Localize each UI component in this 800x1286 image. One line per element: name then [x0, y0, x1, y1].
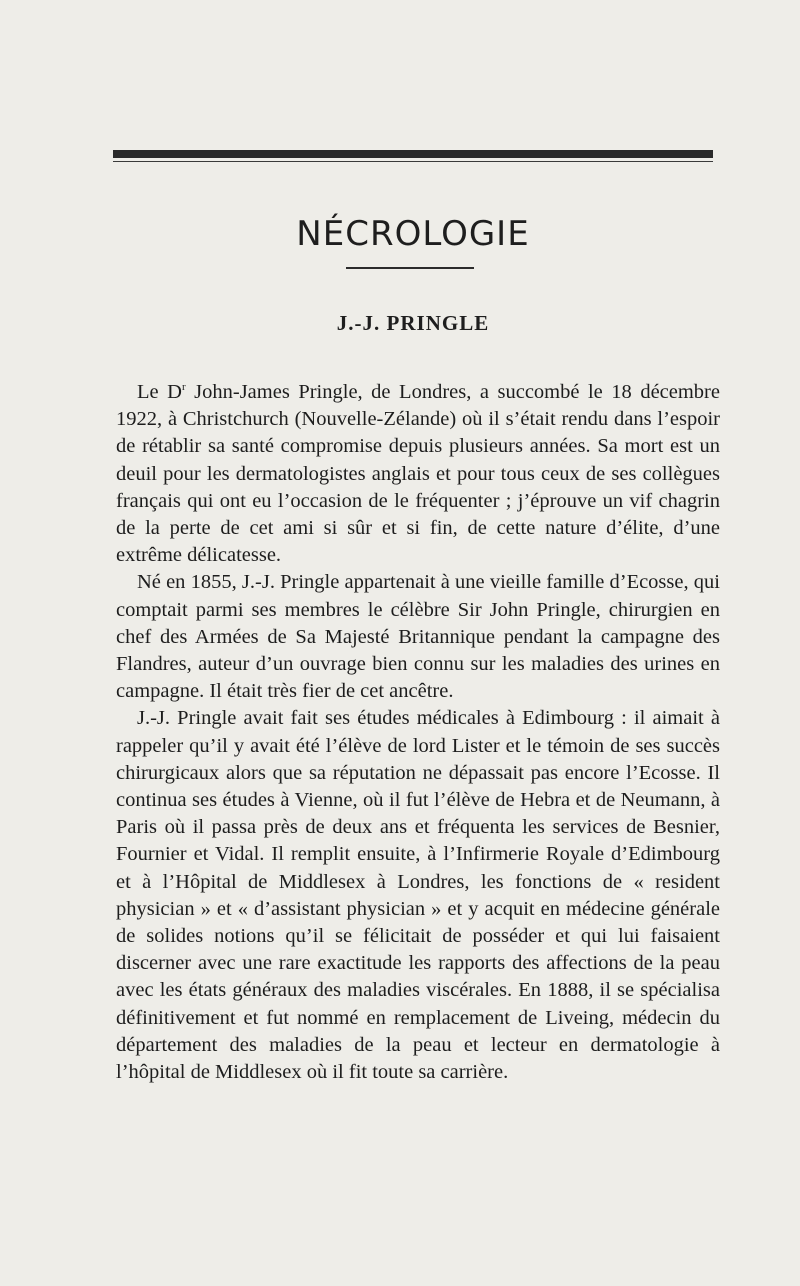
header-thick-rule: [113, 150, 713, 158]
paragraph-1-start: Le D: [137, 381, 182, 403]
article-body: [116, 379, 720, 1086]
section-title: NÉCROLOGIE: [296, 214, 530, 254]
paragraph-2: Né en 1855, J.-J. Pringle appartenait à une vieille famille d’Ecosse, qui comptait parmi ses membres le célèbre Sir John Pringle, chirurgien en chef des Armées de Sa Majesté Britannique pendant la campagne des Flandres, auteur d’un ouvrage bien connu sur les maladies des urines en campagne. Il était très fier de cet ancêtre.: [116, 571, 720, 703]
paragraph-1-rest: John-James Pringle, de Londres, a succombé le 18 décembre 1922, à Christchurch (Nouvelle-Zélande) où il s’était rendu dans l’espoir de rétablir sa santé compromise depuis plusieurs années. Sa mort est un deuil pour les dermatologistes anglais et pour tous ceux de ses collègues français qui ont eu l’occasion de le fréquenter ; j’éprouve un vif chagrin de la perte de cet ami si sûr et si fin, de cette nature d’élite, d’une extrême délicatesse.: [116, 381, 720, 567]
paragraph-1: [116, 379, 720, 569]
doctor-abbrev-superscript: r: [181, 381, 186, 394]
title-underline-rule: [346, 267, 474, 269]
article-title: J.-J. PRINGLE: [336, 311, 490, 335]
paragraph-3: J.-J. Pringle avait fait ses études médicales à Edimbourg : il aimait à rappeler qu’il y avait été l’élève de lord Lister et le témoin de ses succès chirurgicaux alors que sa réputation ne dépassait pas encore l’Ecosse. Il continua ses études à Vienne, où il fut l’élève de Hebra et de Neumann, à Paris où il passa près de deux ans et fréquenta les services de Besnier, Fournier et Vidal. Il remplit ensuite, à l’Infirmerie Royale d’Edimbourg et à l’Hôpital de Middlesex à Londres, les fonctions de « resident physician » et « d’assistant physician » et y acquit en médecine générale de solides notions qu’il se félicitait de posséder et qui lui faisaient discerner avec une rare exactitude les rapports des affections de la peau avec les états généraux des maladies viscérales. En 1888, il se spécialisa définitivement et fut nommé en remplacement de Liveing, médecin du département des maladies de la peau et lecteur en dermatologie à l’hôpital de Middlesex où il fit toute sa carrière.: [116, 707, 720, 1084]
header-thin-rule: [113, 161, 713, 162]
